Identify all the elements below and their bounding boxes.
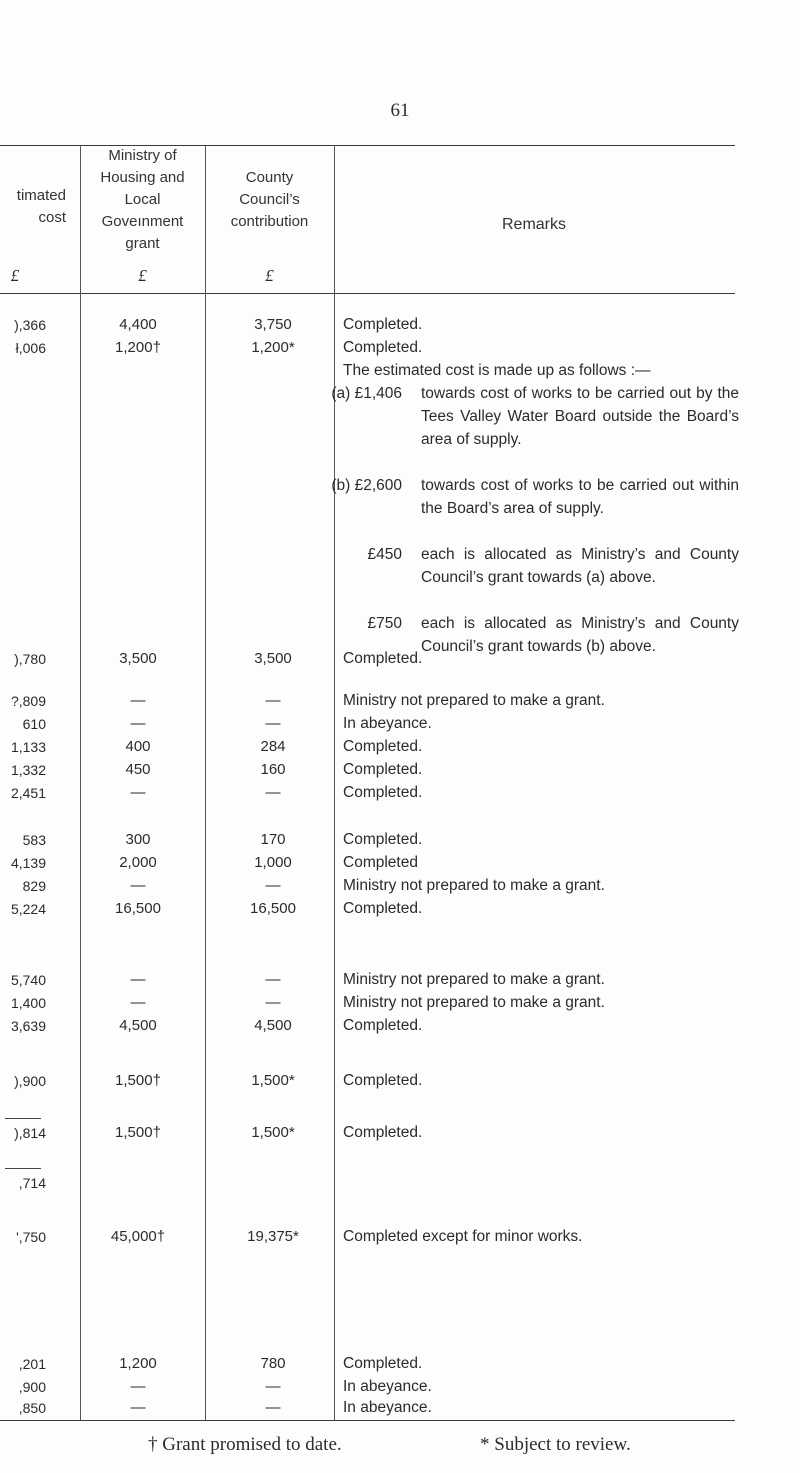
- remarks-cell: Completed.: [343, 650, 423, 667]
- breakdown-amount: £750: [367, 615, 402, 632]
- cost-cell: 1,332: [10, 762, 46, 778]
- county-cell: 4,500: [254, 1017, 292, 1034]
- header-county-contribution: County Council’s contribution: [230, 169, 309, 230]
- cost-cell: ',750: [16, 1229, 46, 1245]
- table-row: [0, 690, 800, 712]
- county-cell: 19,375*: [247, 1228, 299, 1245]
- ministry-cell: —: [130, 1399, 146, 1416]
- cost-cell: 1,133: [10, 739, 46, 755]
- remarks-cell: Completed.: [343, 761, 423, 778]
- county-cell: 1,200*: [251, 339, 295, 356]
- table-bottom-rule: [0, 1420, 735, 1421]
- county-cell: —: [265, 877, 281, 894]
- cost-cell: 4,139: [10, 855, 46, 871]
- header-estimated-cost: timated cost: [16, 187, 66, 226]
- table-row: [0, 1226, 800, 1248]
- county-cell: 3,750: [254, 316, 292, 333]
- remarks-cell: Completed.: [343, 831, 423, 848]
- cost-cell: 5,224: [10, 901, 46, 917]
- county-cell: 160: [260, 761, 286, 778]
- remarks-cell: Ministry not prepared to make a grant.: [343, 877, 605, 894]
- county-cell: 3,500: [254, 650, 292, 667]
- ministry-cell: 3,500: [119, 650, 157, 667]
- county-cell: —: [265, 715, 281, 732]
- remarks-cell: Completed.: [343, 1355, 423, 1372]
- table-row: [0, 992, 800, 1014]
- cost-cell: ),780: [14, 651, 46, 667]
- table-row: [0, 713, 800, 735]
- breakdown-amount: (b) £2,600: [331, 477, 402, 494]
- header-bottom-rule: [0, 293, 735, 294]
- ministry-cell: 45,000†: [110, 1228, 166, 1245]
- county-cell: 284: [260, 738, 286, 755]
- remarks-cell: Ministry not prepared to make a grant.: [343, 971, 605, 988]
- table-row: [0, 736, 800, 758]
- cost-cell: ,714: [18, 1175, 46, 1191]
- breakdown-amount: (a) £1,406: [331, 385, 402, 402]
- ministry-cell: 1,500†: [115, 1072, 161, 1089]
- county-cell: —: [265, 692, 281, 709]
- cost-cell: ,900: [18, 1379, 46, 1395]
- table-row: [0, 337, 800, 359]
- cost-cell: ),366: [14, 317, 46, 333]
- cost-cell: 610: [22, 716, 46, 732]
- cost-cell: 583: [22, 832, 46, 848]
- table-row: [0, 782, 800, 804]
- remarks-cell: Completed.: [343, 339, 423, 356]
- cost-cell: 2,451: [10, 785, 46, 801]
- table-row: [0, 1397, 800, 1419]
- ministry-cell: —: [130, 971, 146, 988]
- cost-cell: 5,740: [10, 972, 46, 988]
- table-row: [0, 1172, 800, 1194]
- breakdown-amount: £450: [367, 546, 402, 563]
- remarks-cell: Completed.: [343, 1124, 423, 1141]
- ministry-cell: 300: [125, 831, 151, 848]
- header-ministry-grant: Ministry of Housing and Local Goveınment grant: [100, 147, 185, 252]
- table-row: [0, 852, 800, 874]
- subtotal-rule: [5, 1118, 41, 1119]
- remarks-cell: Completed.: [343, 1017, 423, 1034]
- ministry-cell: 400: [125, 738, 151, 755]
- table-row: [0, 1015, 800, 1037]
- county-cell: 1,500*: [251, 1072, 295, 1089]
- table-row: [0, 314, 800, 336]
- subtotal-rule: [5, 1168, 41, 1169]
- breakdown-text: each is allocated as Ministry’s and County Council’s grant towards (a) above.: [421, 546, 739, 586]
- page-number: 61: [390, 100, 410, 121]
- county-cell: 16,500: [250, 900, 296, 917]
- cost-cell: ł,006: [15, 340, 46, 356]
- breakdown-text: each is allocated as Ministry’s and County Council’s grant towards (b) above.: [421, 615, 739, 655]
- ministry-cell: 1,500†: [115, 1124, 161, 1141]
- cost-cell: ,201: [18, 1356, 46, 1372]
- county-cell: —: [265, 994, 281, 1011]
- county-cell: —: [265, 1378, 281, 1395]
- ministry-cell: —: [130, 1378, 146, 1395]
- breakdown-text: towards cost of works to be carried out by the Tees Valley Water Board outside the Board’s area of supply.: [421, 385, 739, 448]
- remarks-cell: Ministry not prepared to make a grant.: [343, 692, 605, 709]
- remarks-cell: Completed.: [343, 784, 423, 801]
- cost-cell: ,850: [18, 1400, 46, 1416]
- remarks-cell: Completed: [343, 854, 418, 871]
- ministry-cell: 4,400: [119, 316, 157, 333]
- footnote-subject-to-review: * Subject to review.: [480, 1434, 631, 1455]
- table-row: [0, 1376, 800, 1398]
- ministry-cell: 450: [125, 761, 151, 778]
- ministry-cell: —: [130, 692, 146, 709]
- table-row: [0, 875, 800, 897]
- remarks-cell: Completed.: [343, 900, 423, 917]
- table-row: [0, 829, 800, 851]
- cost-cell: ),900: [14, 1073, 46, 1089]
- header-currency-2: £: [138, 266, 147, 285]
- header-currency-3: £: [265, 266, 274, 285]
- cost-breakdown: [0, 359, 800, 659]
- remarks-cell: Completed except for minor works.: [343, 1228, 583, 1245]
- ministry-cell: —: [130, 994, 146, 1011]
- table-row: [0, 1070, 800, 1092]
- remarks-cell: Completed.: [343, 738, 423, 755]
- table-row: [0, 1122, 800, 1144]
- table-row: [0, 648, 800, 670]
- remarks-cell: In abeyance.: [343, 715, 432, 732]
- ministry-cell: 2,000: [119, 854, 157, 871]
- county-cell: 1,500*: [251, 1124, 295, 1141]
- county-cell: —: [265, 784, 281, 801]
- ministry-cell: 1,200†: [115, 339, 161, 356]
- ministry-cell: —: [130, 715, 146, 732]
- ministry-cell: —: [130, 784, 146, 801]
- county-cell: —: [265, 1399, 281, 1416]
- county-cell: 170: [260, 831, 286, 848]
- remarks-cell: In abeyance.: [343, 1378, 432, 1395]
- remarks-cell: Completed.: [343, 1072, 423, 1089]
- header-currency-1: £: [10, 266, 20, 285]
- ministry-cell: 4,500: [119, 1017, 157, 1034]
- table-row: [0, 759, 800, 781]
- table-row: [0, 898, 800, 920]
- cost-cell: ),814: [14, 1125, 46, 1141]
- cost-cell: ?,809: [10, 693, 46, 709]
- cost-cell: 1,400: [10, 995, 46, 1011]
- county-cell: 1,000: [254, 854, 292, 871]
- table-row: [0, 969, 800, 991]
- county-cell: 780: [260, 1355, 286, 1372]
- remarks-cell: In abeyance.: [343, 1399, 432, 1416]
- table-row: [0, 1353, 800, 1375]
- footnote-grant-promised: † Grant promised to date.: [148, 1434, 342, 1455]
- remarks-cell: Ministry not prepared to make a grant.: [343, 994, 605, 1011]
- cost-cell: 3,639: [10, 1018, 46, 1034]
- ministry-cell: 16,500: [115, 900, 161, 917]
- header-remarks: Remarks: [501, 216, 566, 233]
- county-cell: —: [265, 971, 281, 988]
- remarks-cell: Completed.: [343, 316, 423, 333]
- ministry-cell: —: [130, 877, 146, 894]
- breakdown-text: towards cost of works to be carried out within the Board’s area of supply.: [421, 477, 739, 517]
- ministry-cell: 1,200: [119, 1355, 157, 1372]
- cost-cell: 829: [22, 878, 46, 894]
- cost-breakdown-intro: The estimated cost is made up as follows :—: [343, 362, 651, 379]
